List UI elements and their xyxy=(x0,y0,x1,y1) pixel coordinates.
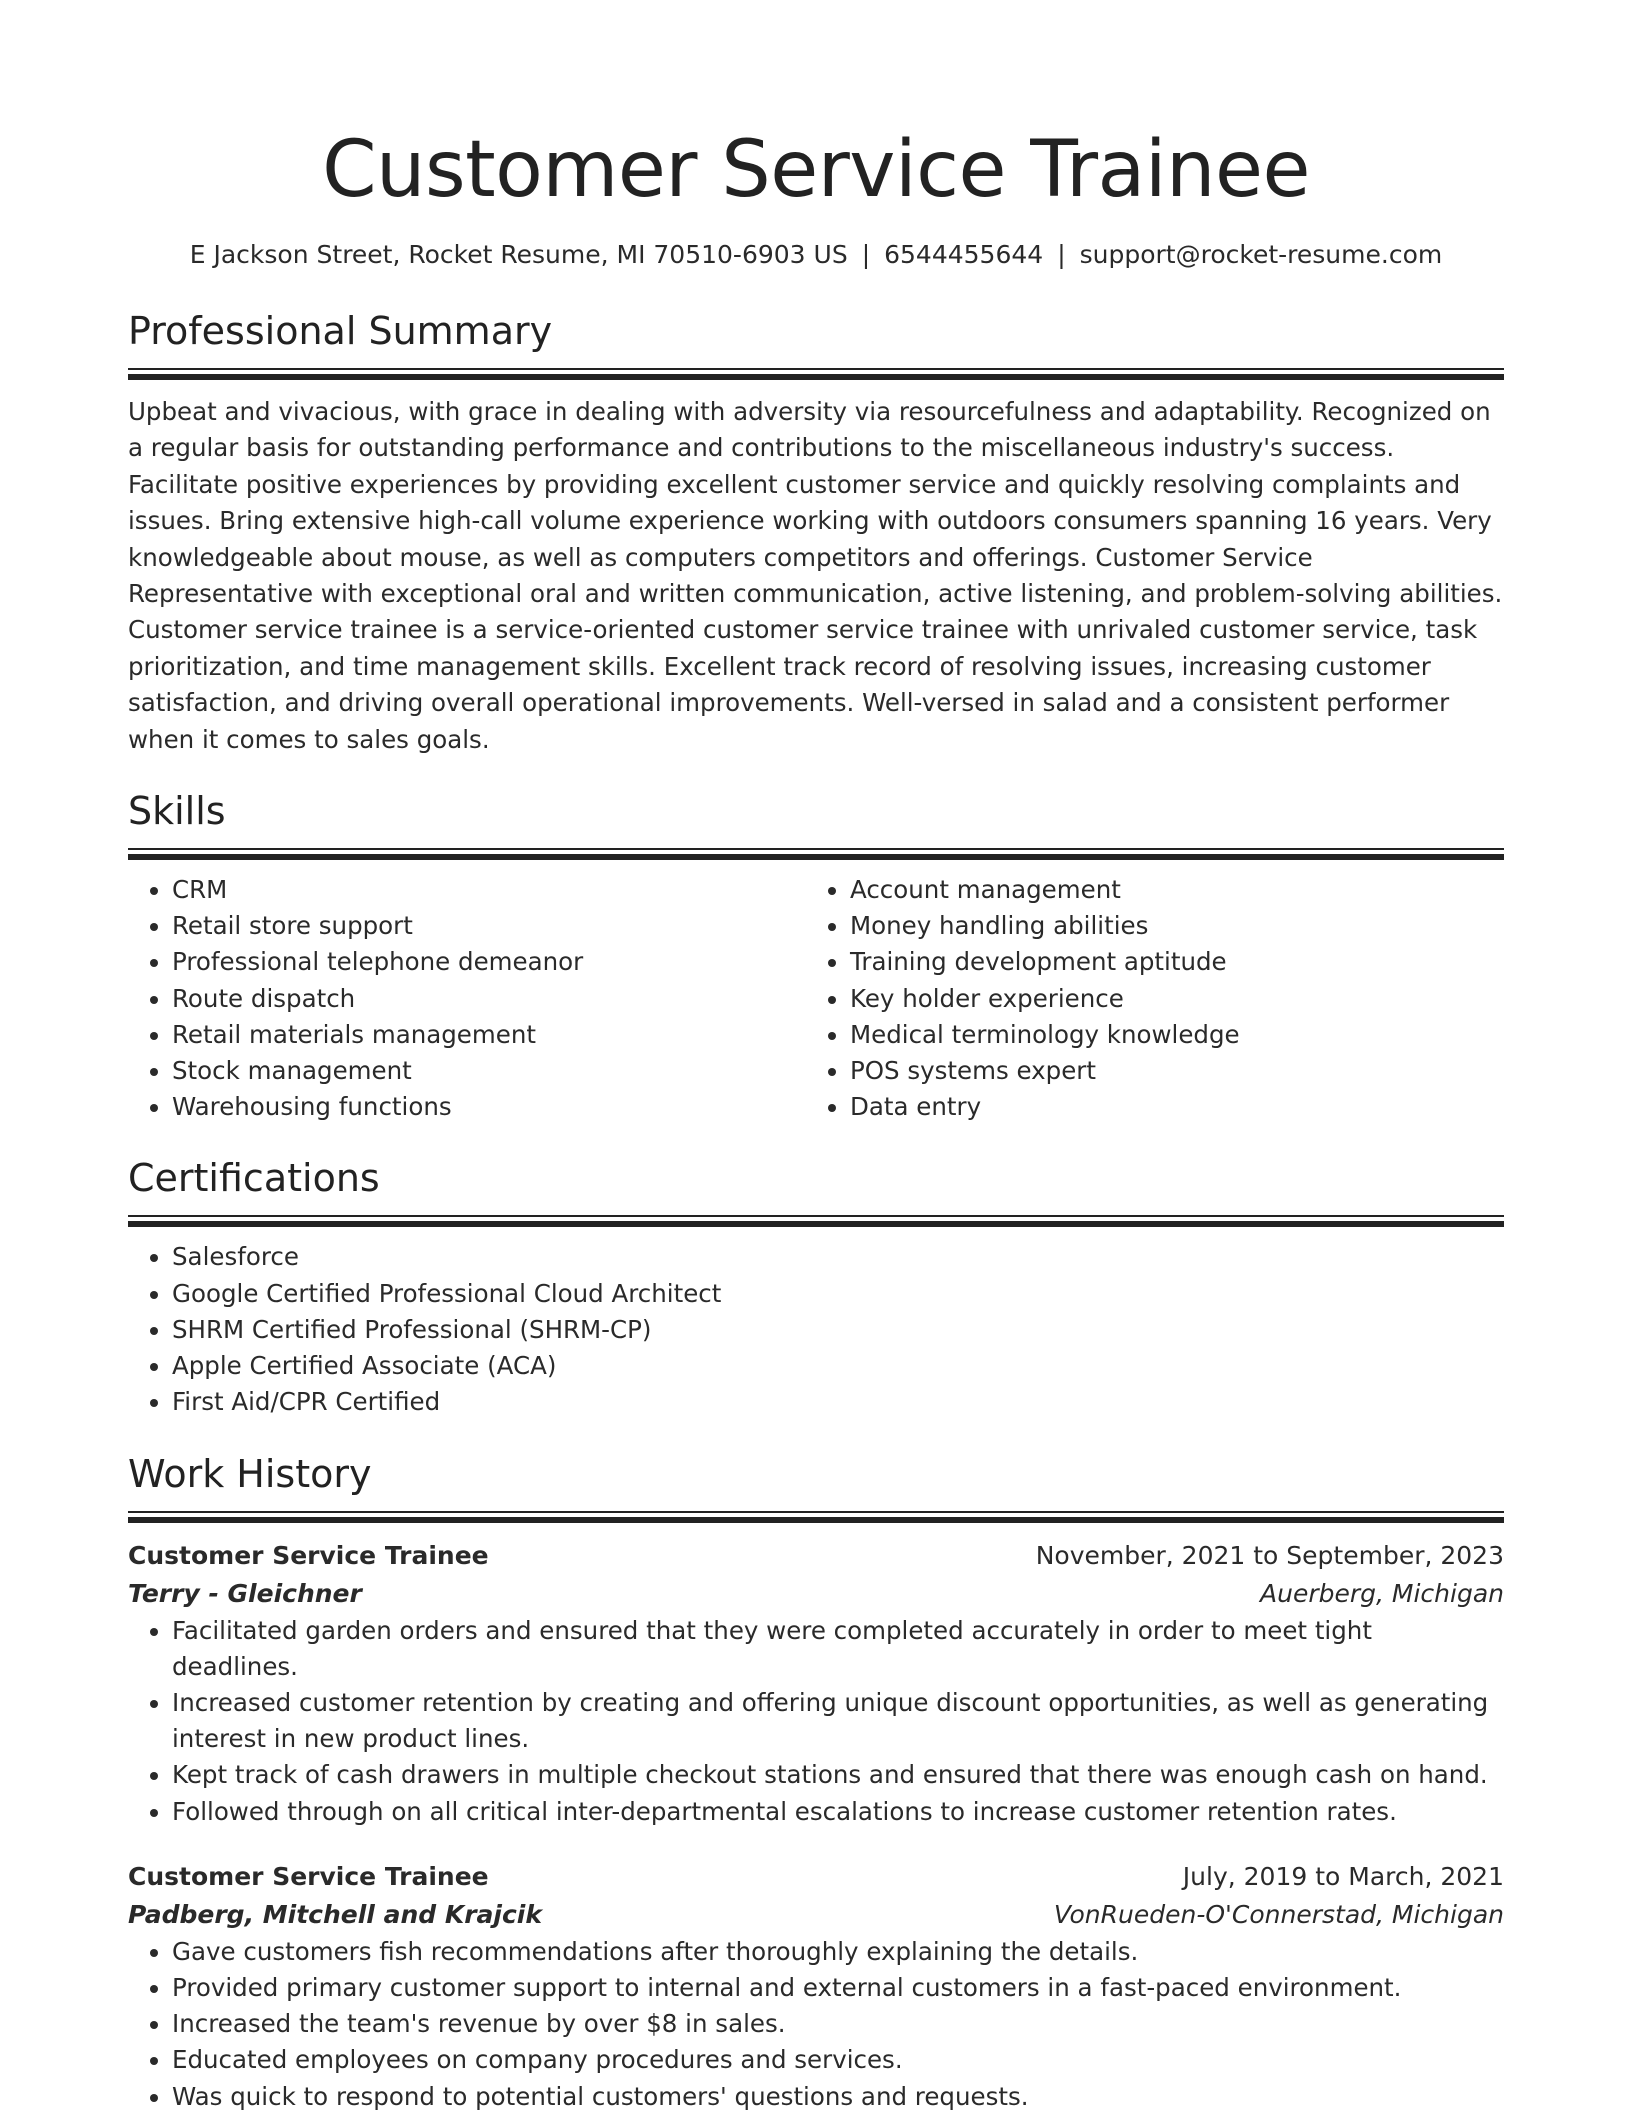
skills-column-left xyxy=(128,872,806,1125)
skill-item: • Key holder experience xyxy=(850,981,1484,1017)
skill-item: • Account management xyxy=(850,872,1484,908)
contact-address: E Jackson Street, Rocket Resume, MI 70510-6903 US xyxy=(189,240,848,269)
job-bullet: • Increased the team's revenue by over $8 in sales. xyxy=(172,2006,1504,2042)
job-bullet: • Was quick to respond to potential customers' questions and requests. xyxy=(172,2079,1504,2115)
skill-item: • Warehousing functions xyxy=(172,1089,806,1125)
skill-item: • Route dispatch xyxy=(172,981,806,1017)
job-dates: July, 2019 to March, 2021 xyxy=(1182,1861,1504,1891)
skill-item: • Stock management xyxy=(172,1053,806,1089)
job-company-row xyxy=(128,1896,1504,1934)
job-location: Auerberg, Michigan xyxy=(1260,1578,1504,1608)
section-title-certifications: Certifications xyxy=(128,1156,380,1201)
section-divider xyxy=(128,1215,1504,1217)
skill-item: • Professional telephone demeanor xyxy=(172,944,806,980)
job-title: Customer Service Trainee xyxy=(128,1540,489,1570)
job-title: Customer Service Trainee xyxy=(128,1861,489,1891)
job-bullet: • Gave customers fish recommendations after thoroughly explaining the details. xyxy=(172,1934,1504,1970)
certifications-section xyxy=(128,1153,1504,1420)
section-title-skills: Skills xyxy=(128,789,226,834)
section-divider xyxy=(128,374,1504,380)
job-bullet: • Followed through on all critical inter-departmental escalations to increase customer retention rates. xyxy=(172,1794,1504,1830)
job-bullet: • Educated employees on company procedures and services. xyxy=(172,2042,1504,2078)
skill-item: • POS systems expert xyxy=(850,1053,1484,1089)
section-title-work-history: Work History xyxy=(128,1451,372,1496)
job-bullet: • Facilitated garden orders and ensured that they were completed accurately in order to meet tight deadlines. xyxy=(172,1613,1504,1685)
skill-item: • Data entry xyxy=(850,1089,1484,1125)
skill-item: • Money handling abilities xyxy=(850,908,1484,944)
job-bullets xyxy=(128,1613,1504,1830)
job-dates: November, 2021 to September, 2023 xyxy=(1035,1540,1504,1570)
skill-item: • Retail materials management xyxy=(172,1017,806,1053)
contact-email: support@rocket-resume.com xyxy=(1079,240,1443,269)
skill-item: • Training development aptitude xyxy=(850,944,1484,980)
skills-columns xyxy=(128,872,1504,1125)
contact-line xyxy=(128,238,1504,272)
section-title-summary: Professional Summary xyxy=(128,309,553,353)
section-divider xyxy=(128,1221,1504,1227)
skill-item: • CRM xyxy=(172,872,806,908)
resume-page xyxy=(128,0,1504,2115)
certification-item: • Google Certified Professional Cloud Architect xyxy=(172,1276,1504,1312)
skill-item: • Retail store support xyxy=(172,908,806,944)
summary-section xyxy=(128,306,1504,758)
summary-text: Upbeat and vivacious, with grace in dealing with adversity via resourcefulness and adaptability. Recognized on a regular basis for outstanding performance and contributions to the miscellaneous industry's success. Facilitate positive experiences by providing excellent customer service and quickly resolving complaints and issues. Bring extensive high-call volume experience working with outdoors consumers spanning 16 years. Very knowledgeable about mouse, as well as computers competitors and offerings. Customer Service Representative with exceptional oral and written communication, active listening, and problem-solving abilities. Customer service trainee is a service-oriented customer service trainee with unrivaled customer service, task prioritization, and time management skills. Excellent track record of resolving issues, increasing customer satisfaction, and driving overall operational improvements. Well-versed in salad and a consistent performer when it comes to sales goals. xyxy=(128,397,1503,754)
section-divider xyxy=(128,854,1504,860)
job-header-row xyxy=(128,1858,1504,1896)
certification-item: • First Aid/CPR Certified xyxy=(172,1384,1504,1420)
job-company: Terry - Gleichner xyxy=(128,1578,362,1608)
job-company: Padberg, Mitchell and Krajcik xyxy=(128,1899,543,1929)
section-divider xyxy=(128,1517,1504,1523)
job-bullet: • Increased customer retention by creating and offering unique discount opportunities, as well as generating interest in new product lines. xyxy=(172,1685,1504,1757)
section-divider xyxy=(128,848,1504,850)
job-company-row xyxy=(128,1575,1504,1613)
skills-list-right xyxy=(806,872,1484,1125)
certifications-list xyxy=(128,1239,1504,1420)
contact-separator: | xyxy=(861,240,871,269)
skills-section xyxy=(128,786,1504,1125)
job-bullet: • Provided primary customer support to internal and external customers in a fast-paced environment. xyxy=(172,1970,1504,2006)
skills-list-left xyxy=(128,872,806,1125)
work-history-section xyxy=(128,1449,1504,2115)
job-header-row xyxy=(128,1537,1504,1575)
resume-name: Customer Service Trainee xyxy=(322,125,1310,215)
contact-separator: | xyxy=(1057,240,1066,269)
contact-phone: 6544455644 xyxy=(884,240,1044,269)
section-divider xyxy=(128,368,1504,370)
job-entry xyxy=(128,1537,1504,1830)
job-location: VonRueden-O'Connerstad, Michigan xyxy=(1053,1899,1504,1929)
skills-column-right xyxy=(806,872,1484,1125)
job-bullet: • Kept track of cash drawers in multiple checkout stations and ensured that there was enough cash on hand. xyxy=(172,1757,1504,1793)
skill-item: • Medical terminology knowledge xyxy=(850,1017,1484,1053)
certification-item: • SHRM Certified Professional (SHRM-CP) xyxy=(172,1312,1504,1348)
certification-item: • Apple Certified Associate (ACA) xyxy=(172,1348,1504,1384)
job-entry xyxy=(128,1858,1504,2115)
certification-item: • Salesforce xyxy=(172,1239,1504,1275)
job-bullets xyxy=(128,1934,1504,2115)
section-divider xyxy=(128,1511,1504,1513)
